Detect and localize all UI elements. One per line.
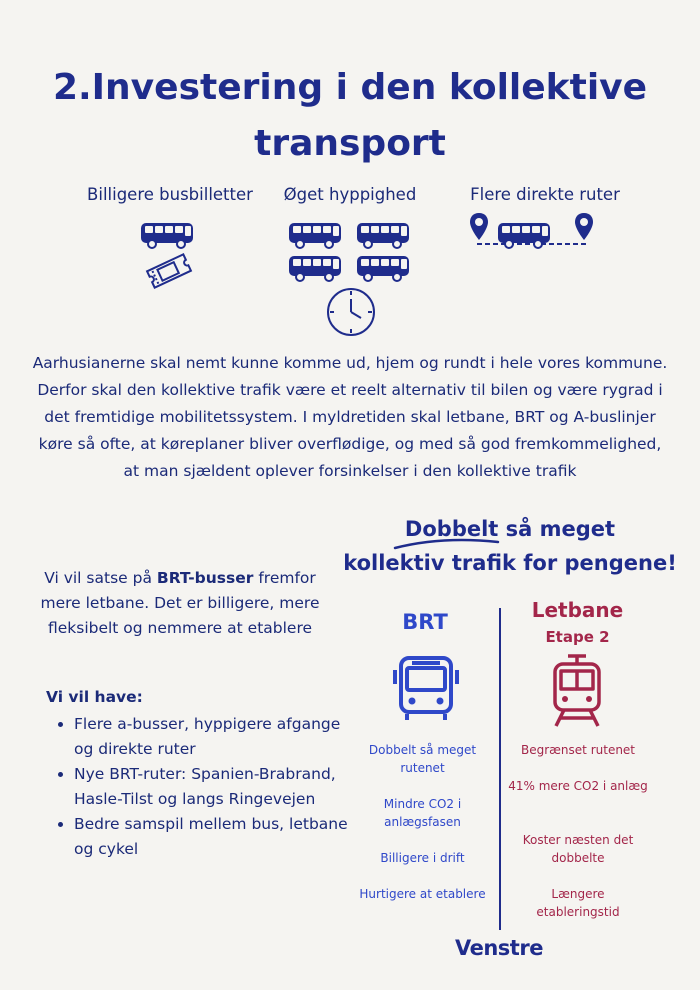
page-title <box>0 60 700 172</box>
title-line-1: 2.Investering i den kollektive <box>52 67 648 108</box>
brt-bus-icon <box>392 654 460 722</box>
brt-point: Billigere i drift <box>380 851 465 865</box>
slogan-line-2: kollektiv trafik for pengene! <box>343 551 677 575</box>
title-line-2: transport <box>254 123 446 164</box>
bus-icon <box>497 222 553 250</box>
letbane-subheading: Etape 2 <box>545 628 610 646</box>
list-item: • Nye BRT-ruter: Spanien-Brabrand, Hasle-Tilst og langs Ringevejen <box>74 762 364 812</box>
ticket-icon <box>143 250 195 292</box>
bus-icon <box>288 222 344 250</box>
feature-label-frequency: Øget hyppighed <box>283 185 417 204</box>
feature-label-direct-routes: Flere direkte ruter <box>470 185 620 204</box>
venstre-logo: Venstre <box>455 936 543 960</box>
list-item: • Bedre samspil mellem bus, letbane og cykel <box>74 812 364 862</box>
brt-intro-paragraph <box>30 566 330 641</box>
clock-icon <box>325 286 377 338</box>
letbane-heading: Letbane <box>531 598 624 622</box>
brt-heading: BRT <box>402 610 448 634</box>
slogan-swoosh <box>392 536 502 550</box>
letbane-point: 41% mere CO2 i anlæg <box>508 779 648 793</box>
slogan <box>330 512 690 580</box>
bus-icon <box>356 255 412 283</box>
brt-intro-bold: BRT-busser <box>156 569 254 587</box>
wishes-list <box>46 712 364 862</box>
bus-icon <box>288 255 344 283</box>
letbane-point: Længere etableringstid <box>536 887 620 919</box>
tram-icon <box>550 654 604 730</box>
feature-label-cheaper-tickets: Billigere busbilletter <box>87 185 253 204</box>
brt-point: Dobbelt så meget rutenet <box>368 743 477 775</box>
letbane-point: Begrænset rutenet <box>520 743 636 757</box>
bus-icon <box>140 222 196 250</box>
intro-paragraph: Aarhusianerne skal nemt kunne komme ud, hjem og rundt i hele vores kommune. Derfor skal den kollektive trafik være et reelt alternativ til bilen og være rygrad i det fremtidige mobilitetssystem. I myldretiden skal letbane, BRT og A-buslinjer køre så ofte, at køreplaner bliver overflødige, og med så god fremkommelighed, at man sjældent oplever forsinkelser i den kollektive trafik <box>32 354 668 480</box>
wishes-heading: Vi vil have: <box>46 688 143 706</box>
letbane-point: Koster næsten det dobbelte <box>522 833 634 865</box>
map-pin-icon <box>469 212 489 242</box>
brt-point: Mindre CO2 i anlægsfasen <box>383 797 462 829</box>
brt-point: Hurtigere at etablere <box>359 887 486 901</box>
slogan-line-1: Dobbelt så meget <box>404 517 616 541</box>
brt-intro-text: Vi vil satse på <box>44 569 157 587</box>
map-pin-icon <box>574 212 594 242</box>
list-item: • Flere a-busser, hyppigere afgange og direkte ruter <box>74 712 364 762</box>
bus-icon <box>356 222 412 250</box>
brt-intro-text-end: fremfor mere letbane. Det er billigere, mere fleksibelt og nemmere at etablere <box>40 569 320 637</box>
column-divider <box>499 608 501 930</box>
